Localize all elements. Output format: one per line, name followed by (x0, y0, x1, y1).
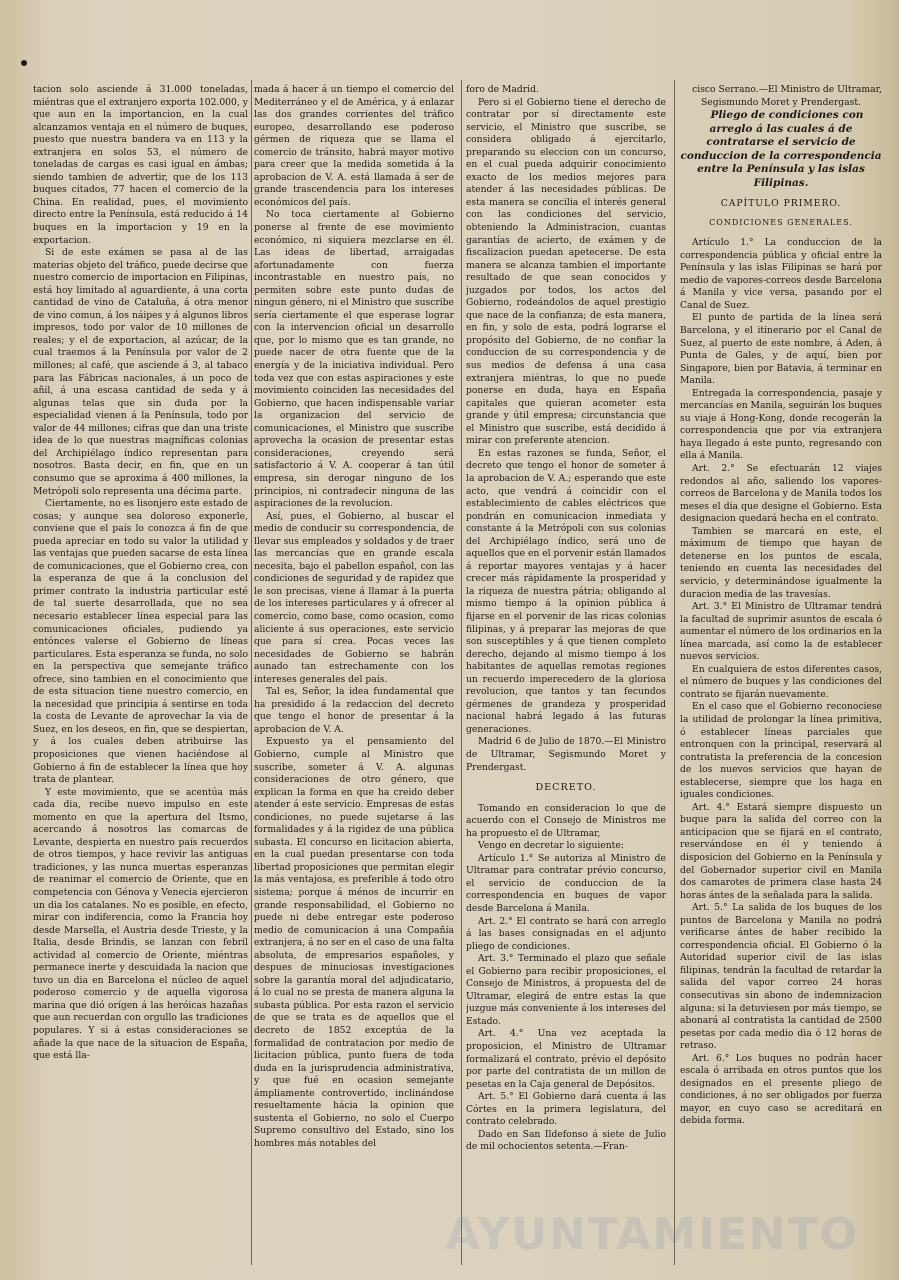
pliego-heading: Pliego de condiciones con arreglo á las cuales á de contratarse el servicio de conduccion de la correspondencia entre la Península y las islas Filipinas. (680, 109, 882, 189)
chapter-heading: CAPÍTULO PRIMERO. (720, 198, 842, 210)
article: Art. 6.° Los buques no podrán hacer escala ó arribada en otros puntos que los designados en el presente pliego de condiciones, á no ser obligados por fuerza mayor, en cuyo caso se acreditará en debida forma. (680, 1052, 882, 1127)
article: Art. 4.° Estará siempre dispuesto un buque para la salida del correo con la anticipacion que se fijará en el contrato, reservándose en él y teniendo á disposicion del Gobierno en la Península y del Gobernador superior civil en Manila dos camarotes de primera clase hasta 24 horas ántes de la señalada para la salida. (680, 801, 882, 901)
section-heading: CONDICIONES GENERALES. (709, 217, 853, 227)
column-2 (254, 84, 454, 1264)
paragraph: Tambien se marcará en este, el máximum de tiempo que hayan de detenerse en los puntos de escala, teniendo en cuenta las necesidades del servicio, y determinándose igualmente la duracion media de las travesías. (680, 525, 882, 600)
bullet-mark (21, 60, 27, 66)
column-3 (466, 84, 666, 1264)
article: Art. 5.° El Gobierno dará cuenta á las Córtes en la primera legislatura, del contrato celebrado. (466, 1091, 666, 1128)
paragraph: No toca ciertamente al Gobierno ponerse al frente de ese movimiento económico, ni siquiera mezclarse en él. Las ideas de libertad, arraigadas afortunadamente con fuerza incontrastable en nuestro país, no permiten sobre este punto dudas de ningun género, ni el Ministro que suscribe sería ciertamente el que esperase lograr con la intervencion oficial un desarrollo que, por lo mismo que es tan grande, no puede nacer de otra fuente que de la energía y de la iniciativa individual. Pero toda vez que con estas aspiraciones y este movimiento coinciden las necesidades del Gobierno, que hacen indispensable variar la organizacion del servicio de comunicaciones, el Ministro que suscribe aprovecha la ocasion de presentar estas consideraciones, creyendo será satisfactorio á V. A. cooperar á tan útil empresa, sin derogar ninguno de los principios, ni contradecir ninguna de las aspiraciones de la revolucion. (254, 209, 454, 510)
article: Art. 3.° El Ministro de Ultramar tendrá la facultad de suprimir asuntos de escala ó aumentar el número de los ordinarios en la línea marcada, así como la de establecer nuevos servicios. (680, 601, 882, 663)
paragraph: Ciertamente, no es lisonjero este estado de cosas; y aunque sea doloroso exponerle, conviene que el país lo conozca á fin de que pueda apreciar en todo su valor la utilidad y las ventajas que pueden sacarse de esta línea de comunicaciones, que el Gobierno crea, con la esperanza de que á la conclusion del primer contrato la industria particular esté de tal suerte desarrollada, que no sea necesario establecer línea especial para las comunicaciones oficiales, pudiendo ya entónces valerse el Gobierno de líneas particulares. Esta esperanza se funda, no solo en la perspectiva que semejante tráfico ofrece, sino tambien en el conocimiento que de esta situacion tiene nuestro comercio, en la necesidad que principia á sentirse en toda la costa de Levante de aprovechar la via de Suez, en los deseos, en fin, que se despiertan, y á los cuales deben atribuirse las proposiciones que vienen haciéndose al Gobierno á fin de establecer la línea que hoy trata de plantear. (33, 498, 248, 786)
paragraph: Vengo en decretar lo siguiente: (478, 840, 624, 852)
column-rule (461, 80, 462, 1265)
signature: cisco Serrano.—El Ministro de Ultramar, Segismundo Moret y Prendergast. (692, 84, 882, 108)
paragraph: Entregada la correspondencia, pasaje y mercancías en Manila, seguirán los buques su viaje á Hong-Kong, donde recogerán la correspondencia que por via extranjera haya llegado á este punto, regresando con ella á Manila. (680, 387, 882, 462)
article: Artículo 1.° Se autoriza al Ministro de Ultramar para contratar prévio concurso, el servicio de conduccion de la correspondencia en buques de vapor desde Barcelona á Manila. (466, 852, 666, 914)
paragraph: foro de Madrid. (466, 84, 539, 95)
article: Artículo 1.° La conduccion de la correspondencia pública y oficial entre la Península y las islas Filipinas se hará por medio de vapores-correos desde Barcelona á Manila y vice versa, pasando por el Canal de Suez. (680, 237, 882, 311)
paragraph: En estas razones se funda, Señor, el decreto que tengo el honor de someter á la aprobacion de V. A.; esperando que este acto, que vendrá á coincidir con el establecimiento de cables eléctricos que pondrán en comunicacion inmediata y constante á la Metrópoli con sus colonias del Archipiélago índico, será uno de aquellos que en el porvenir están llamados á reportar mayores ventajas y á hacer crecer más rápidamente la prosperidad y la riqueza de nuestra pátria; obligando al mismo tiempo á la opinion pública á fijarse en el porvenir de las ricas colonias filipinas, y á preparar las mejoras de que son susceptibles y á que tienen completo derecho, dejando al mismo tiempo á los habitantes de aquellas remotas regiones un recuerdo imperecedero de la gloriosa revolucion, que tantos y tan fecundos gérmenes de grandeza y prosperidad nacional habrá legado á las futuras generaciones. (466, 447, 666, 735)
paragraph: mada á hacer á un tiempo el comercio del Mediterráneo y el de América, y á enlazar las dos grandes corrientes del tráfico europeo, desarrollando ese poderoso gérmen de riqueza que se llama el comercio de tránsito, habrá mayor motivo para creer que la medida sometida á la aprobacion de V. A. está llamada á ser de grande trascendencia para los intereses económicos del país. (254, 84, 454, 208)
article: Art. 2.° El contrato se hará con arreglo á las bases consignadas en el adjunto pliego de condiciones. (466, 915, 666, 952)
column-rule (674, 80, 675, 1265)
paragraph: Dado en San Ildefonso á siete de Julio de mil ochocientos setenta.—Fran- (466, 1128, 666, 1153)
paragraph: En el caso que el Gobierno reconociese la utilidad de prolongar la línea primitiva, ó establecer líneas parciales que entronquen con la principal, reservará al contratista la preferencia de la concesion de los nuevos servicios que hayan de establecerse, siempre que los haga en iguales condiciones. (680, 701, 882, 801)
paragraph: En cualquiera de estos diferentes casos, el número de buques y las condiciones del contrato se fijarán nuevamente. (680, 663, 882, 700)
paragraph: Tal es, Señor, la idea fundamental que ha presidido á la redaccion del decreto que tengo el honor de presentar á la aprobacion de V. A. (254, 686, 454, 735)
column-4 (680, 84, 882, 1264)
paragraph: Así, pues, el Gobierno, al buscar el medio de conducir su correspondencia, de llevar sus empleados y soldados y de traer las mercancías que en grande escala necesita, bajo el pabellon español, con las condiciones de seguridad y de rapidez que le son precisas, viene á llamar á la puerta de los intereses particulares y á ofrecer al comercio, como base, como ocasion, como aliciente á sus operaciones, este servicio que para sí crea. Pocas veces las necesidades de Gobierno se habrán aunado tan estrechamente con los intereses generales del país. (254, 510, 454, 685)
watermark: AYUNTAMIENTO (445, 1209, 859, 1260)
paragraph: El punto de partida de la línea será Barcelona, y el itinerario por el Canal de Suez, al puerto de este nombre, á Aden, á Punta de Gales, y de aquí, bien por Singapore, bien por Batavia, á terminar en Manila. (680, 312, 882, 387)
paragraph: tacion solo asciende á 31.000 toneladas, miéntras que el extranjero exporta 102.000, y que aun en la importancion, en la cual alcanzamos ventaja en el número de buques, puesto que nuestra bandera va en 113 y la extranjera en solos 53, el número de toneladas de cargas es casi igual en ámbas; siendo tambien de advertir, que de los 113 buques citados, 77 hacen el comercio de la China. En realidad, pues, el movimiento directo entre la Península, está reducido á 14 buques en la importacion y 19 en la exportacion. (33, 84, 248, 246)
paragraph: Si de este exámen se pasa al de las materias objeto del tráfico, puede decirse que nuestro comercio de importacion en Filipinas, está hoy limitado al aguardiente, á una corta cantidad de vino de Cataluña, á otra menor de vino comun, á los náipes y á algunos libros impresos, todo por valor de 10 millones de reales; y el de exportacion, al azúcar, de la cual traemos á la Península por valor de 2 millones; al café, que asciende á 3, al tabaco para las Fábricas nacionales, á un poco de añil, á una escasa cantidad de seda y á algunas telas que sin duda por la especialidad vienen á la Península, todo por valor de 44 millones; cifras que dan una triste idea de lo que nuestras magníficas colonias del Archipiélago índico representan para nosotros. Basta decir, en fin, que en un consumo que se aproxima á 400 millones, la Metrópoli solo representa una décima parte. (33, 247, 248, 497)
paragraph: Tomando en consideracion lo que de acuerdo con el Consejo de Ministros me ha propuesto el de Ultramar, (466, 802, 666, 839)
decreto-heading: DECRETO. (535, 782, 597, 794)
signature: Madrid 6 de Julio de 1870.—El Ministro de Ultramar, Segismundo Moret y Prendergast. (466, 736, 666, 773)
article: Art. 2.° Se efectuarán 12 viajes redondos al año, saliendo los vapores-correos de Barcelona y de Manila todos los meses el dia que designe el Gobierno. Esta designacion quedará hecha en el contrato. (680, 463, 882, 525)
paragraph: Y este movimiento, que se acentúa más cada dia, recibe nuevo impulso en este momento en que la apertura del Itsmo, acercando á nosotros las comarcas de Levante, despierta en nuestro país recuerdos de otros tiempos, y hace revivir las antiguas tradiciones, y las nunca muertas esperanzas de reanimar el comercio de Oriente, que en competencia con Génova y Venecia ejercieron un dia los catalanes. No es posible, en efecto, mirar con indiferencia, como la Francia hoy desde Marsella, el Austria desde Trieste, y la Italia, desde Brindis, se lanzan con febril actividad al comercio de Oriente, miéntras permanece inerte y descuidada la nacion que tuvo un dia en Barcelona el núcleo de aquel poderoso comercio y de aquella vigorosa marina que dió orígen á las heróicas hazañas que aun recuerdan con orgullo las tradiciones populares. Y si á estas consideraciones se añade la que nace de la situacion de España, que está lla- (33, 786, 248, 1062)
article: Art. 4.° Una vez aceptada la proposicion, el Ministro de Ultramar formalizará el contrato, prévio el depósito por parte del contratista de un millon de pesetas en la Caja general de Depósitos. (466, 1028, 666, 1090)
paragraph: Expuesto ya el pensamiento del Gobierno, cumple al Ministro que suscribe, someter á V. A. algunas consideraciones de otro género, que explican la forma en que ha creido deber atender á este servicio. Empresas de estas condiciones, no puede sujetarse á las formalidades y á la rigidez de una pública subasta. El concurso en licitacion abierta, en la cual puedan presentarse con toda libertad proposiciones que permitan elegir la más ventajosa, es preferible á todo otro sistema; porque á ménos de incurrir en grande responsabilidad, el Gobierno no puede ni debe entregar este poderoso medio de comunicacion á una Compañía extranjera, á no ser en el caso de una falta absoluta, de empresarios españoles, y despues de minuciosas investigaciones sobre la garantía moral del adjudicatario, á lo cual no se presta de manera alguna la subasta pública. Por esta razon el servicio de que se trata es de aquellos que el decreto de 1852 exceptúa de la formalidad de contratacion por medio de licitacion pública, punto fuera de toda duda en la jurisprudencia administrativa, y que fué en ocasion semejante ámpliamente controvertido, inclinándose resueltamente hácia la opinion que sustenta el Gobierno, no solo el Cuerpo Supremo consultivo del Estado, sino los hombres más notables del (254, 736, 454, 1149)
article: Art. 3.° Terminado el plazo que señale el Gobierno para recibir proposiciones, el Consejo de Ministros, á propuesta del de Ultramar, elegirá de entre estas la que juzgue más conveniente á los intereses del Estado. (466, 953, 666, 1027)
column-1 (33, 84, 248, 1264)
article: Art. 5.° La salida de los buques de los puntos de Barcelona y Manila no podrá verificarse ántes de haber recibido la correspondencia oficial. El Gobierno ó la Autoridad superior civil de las islas filipinas, tendrán la facultad de retardar la salida del vapor correo 24 horas consecutivas sin abono de indemnizacion alguna: si la detuviesen por más tiempo, se abonará al contratista la cantidad de 2500 pesetas por cada medio dia ó 12 horas de retraso. (680, 902, 882, 1052)
column-rule (251, 80, 252, 1265)
paragraph: Pero si el Gobierno tiene el derecho de contratar por sí directamente este servicio, el Ministro que suscribe, se considera obligado á ejercitarlo, preparando su eleccion con un concurso, en el cual pueda adquirir conocimiento exacto de los medios mejores para atender á las necesidades públicas. De esta manera se concilia el interés general con las condiciones del servicio, obteniendo la Administracion, cuantas garantías de acierto, de exámen y de fiscalizacion puedan apetecerse. De esta manera se alcanza tambien el importante resultado de que sean conocidos y juzgados por todos, los actos del Gobierno, rodeándolos de aquel prestigio que nace de la confianza; de esta manera, en fin, y solo de esta, podrá lograrse el propósito del Gobierno, de no confiar la conduccion de su correspondencia y de sus medios de defensa á una casa extranjera miéntras, lo que no puede ponerse en duda, haya en España capitales que quieran acometer esta grande y útil empresa; circunstancia que el Ministro que suscribe, está decidido á mirar con preferente atencion. (466, 96, 666, 447)
